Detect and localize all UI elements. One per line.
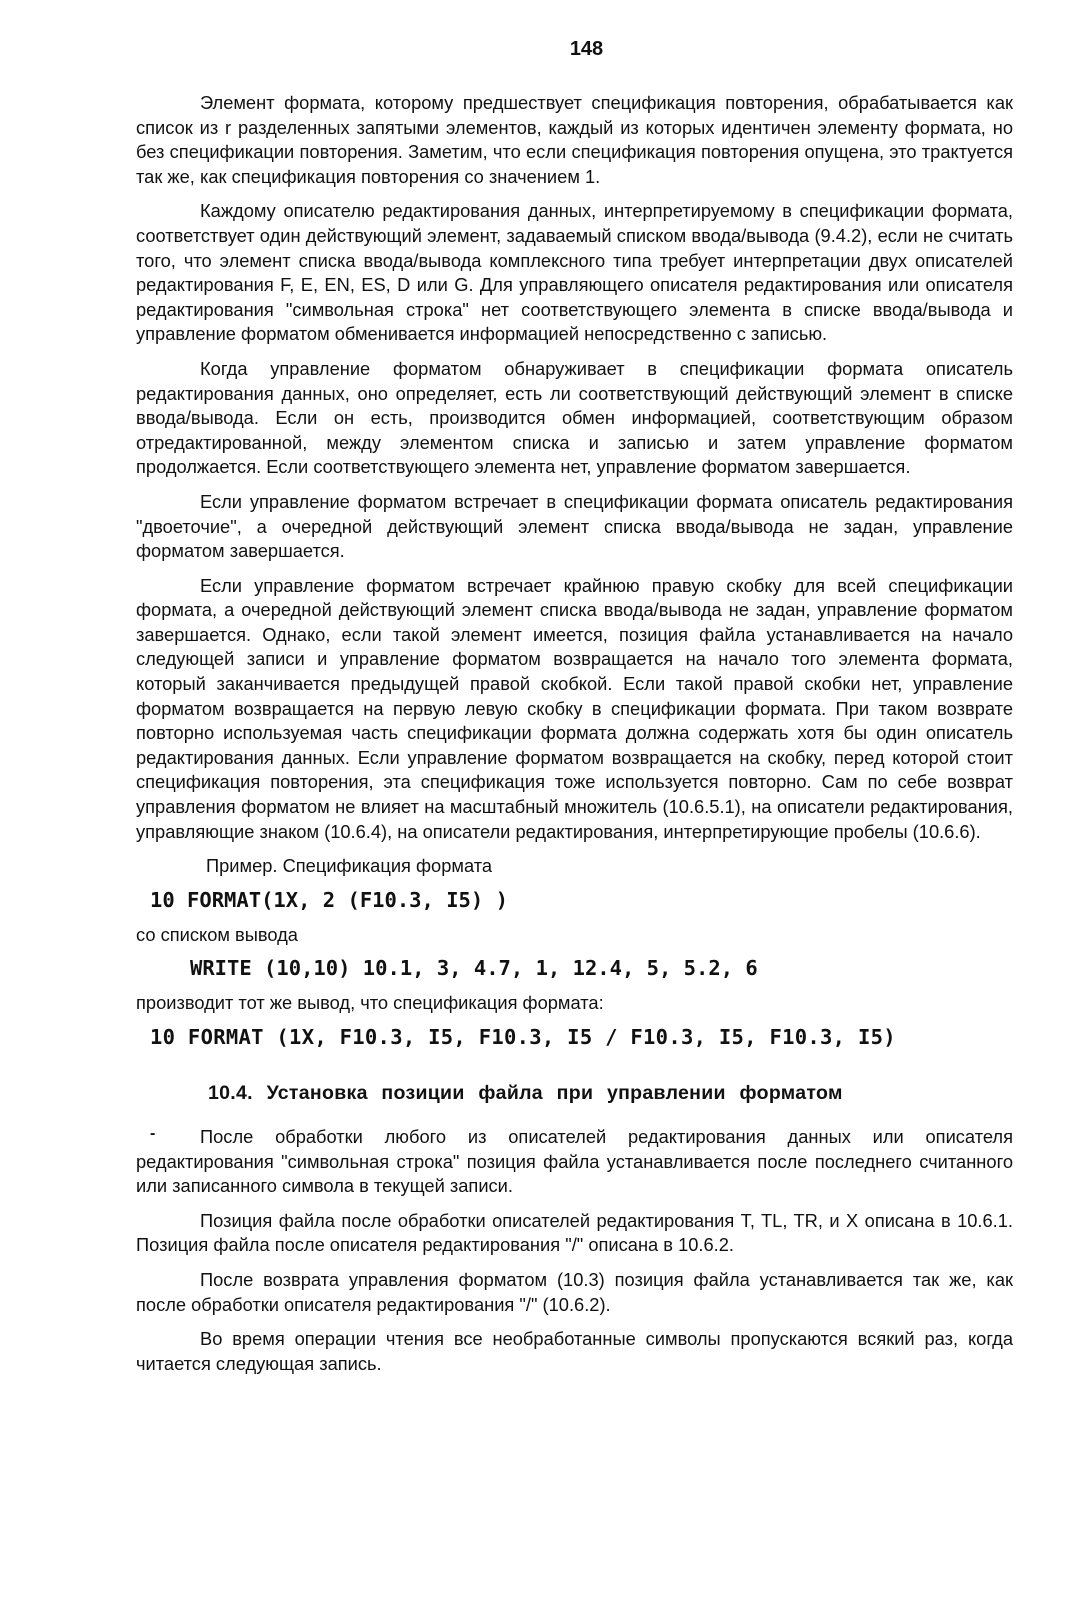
section-heading: 10.4. Установка позиции файла при управлении форматом — [208, 1082, 843, 1104]
paragraph-format-control-finds: Когда управление форматом обнаруживает в спецификации формата описатель редактирования данных, оно определяет, есть ли соответствующий действующий элемент в списке ввода/вывода. Если он есть, производится обмен информацией, соответствующим образом отредактированной, между элементом списка и записью и затем управление форматом продолжается. Если соответствующего элемента нет, управление форматом завершается. — [136, 357, 1013, 478]
paragraph-file-position-after-return: После возврата управления форматом (10.3) позиция файла устанавливается так же, как после обработки описателя редактирования "/" (10.6.2). — [136, 1268, 1013, 1315]
paragraph-file-position-after-edit: После обработки любого из описателей редактирования данных или описателя редактирования "символьная строка" позиция файла устанавливается после последнего считанного или записанного символа в текущей записи. — [136, 1126, 1013, 1197]
paragraph-repeat-spec: Элемент формата, которому предшествует спецификация повторения, обрабатывается как список из r разделенных запятыми элементов, каждый из которых идентичен элементу формата, но без спецификации повторения. Заметим, что если спецификация повторения опущена, это трактуется так же, как спецификация повторения со значением 1. — [136, 92, 1013, 187]
paragraph-colon-descriptor: Если управление форматом встречает в спецификации формата описатель редактирования "двоеточие", а очередной действующий элемент списка ввода/вывода не задан, управление форматом завершается. — [136, 490, 1013, 562]
paragraph-data-edit-descriptor: Каждому описателю редактирования данных, интерпретируемому в спецификации формата, соответствует один действующий элемент, задаваемый списком ввода/вывода (9.4.2), если не считать того, что элемент списка ввода/вывода комплексного типа требует интерпретации двух описателей редактирования F, E, EN, ES, D или G. Для управляющего описателя редактирования или описателя редактирования "символьная строка" нет соответствующего элемента в списке ввода/вывода и управление форматом обменивается информацией непосредственно с записью. — [136, 200, 1013, 345]
output-list-intro: со списком вывода — [136, 923, 298, 945]
stray-dash-mark: - — [150, 1125, 156, 1142]
result-intro: производит тот же вывод, что спецификация формата: — [136, 992, 604, 1014]
code-write-statement: WRITE (10,10) 10.1, 3, 4.7, 1, 12.4, 5, 5.2, 6 — [190, 956, 758, 981]
page-number: 148 — [569, 38, 604, 60]
paragraph-right-parenthesis: Если управление форматом встречает крайнюю правую скобку для всей спецификации формата, а очередной действующий элемент списка ввода/вывода не задан, управление форматом завершается. Однако, если такой элемент имеется, позиция файла устанавливается на начало следующей записи и управление форматом возвращается на начало того элемента формата, который заканчивается предыдущей правой скобкой. Если такой правой скобки нет, управление форматом возвращается на первую левую скобку в спецификации формата. При таком возврате повторно используемая часть спецификации формата должна содержать хотя бы один описатель редактирования данных. Если управление форматом возвращается на скобку, перед которой стоит спецификация повторения, эта спецификация тоже используется повторно. Сам по себе возврат управления форматом не влияет на масштабный множитель (10.6.5.1), на описатели редактирования, управляющие знаком (10.6.4), на описатели редактирования, интерпретирующие пробелы (10.6.6). — [136, 574, 1013, 842]
code-format-statement: 10 FORMAT(1X, 2 (F10.3, I5) ) — [150, 887, 508, 912]
code-equivalent-format: 10 FORMAT (1X, F10.3, I5, F10.3, I5 / F10.3, I5, F10.3, I5) — [150, 1025, 896, 1049]
paragraph-file-position-t-tl-tr-x: Позиция файла после обработки описателей редактирования T, TL, TR, и X описана в 10.6.1. Позиция файла после описателя редактирования "/" описана в 10.6.2. — [136, 1209, 1013, 1256]
paragraph-read-skip-characters: Во время операции чтения все необработанные символы пропускаются всякий раз, когда читается следующая запись. — [136, 1328, 1013, 1374]
example-intro: Пример. Спецификация формата — [206, 855, 493, 877]
section-body — [136, 1125, 1013, 1376]
